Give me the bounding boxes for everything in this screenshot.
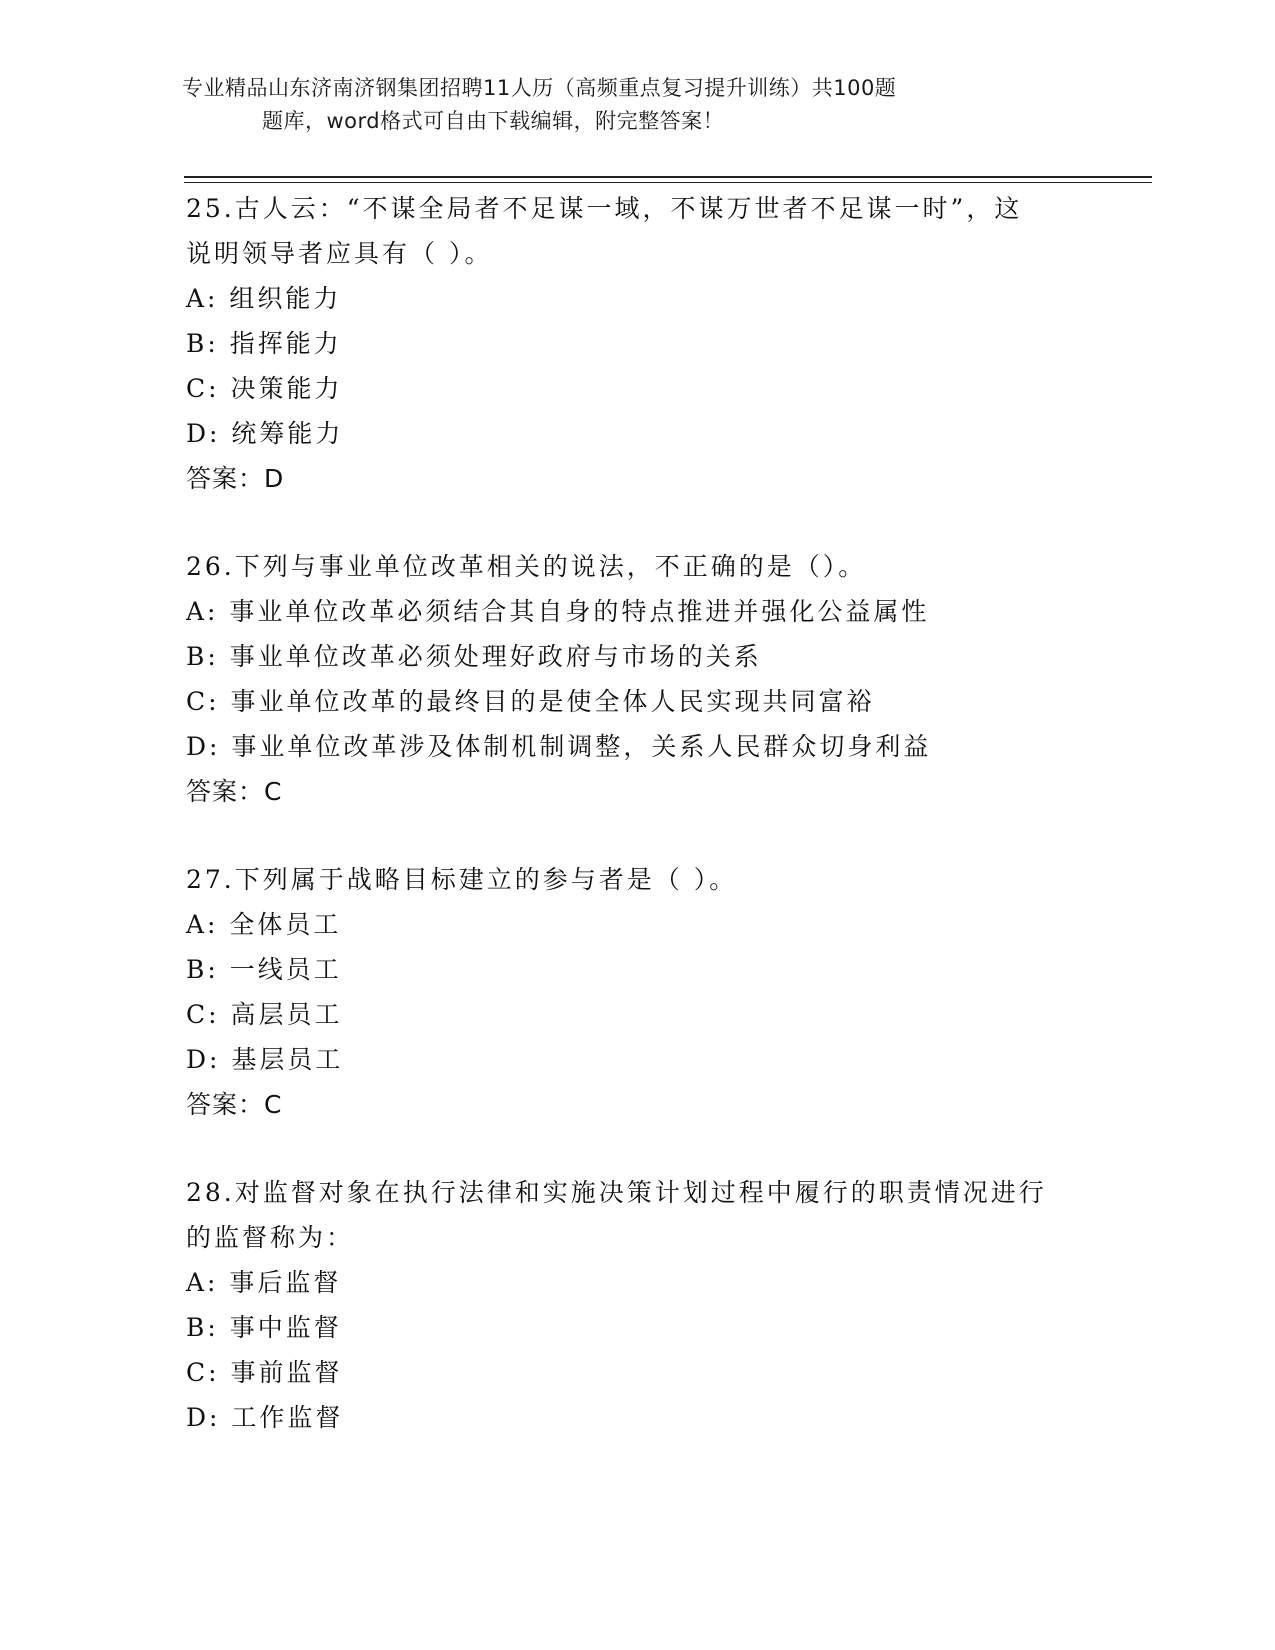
option-a: A: 全体员工 — [186, 910, 342, 939]
answer: 答案：D — [186, 464, 285, 493]
option-d: D: 统筹能力 — [186, 419, 344, 448]
header-rule-thin — [184, 182, 1152, 183]
question-28 — [186, 1170, 1086, 1440]
option-a: A: 组织能力 — [186, 284, 342, 313]
option-d: D: 基层员工 — [186, 1045, 344, 1074]
question-27 — [186, 857, 1086, 1128]
option-c: C: 事业单位改革的最终目的是使全体人民实现共同富裕 — [186, 687, 875, 716]
header-rule-thick — [184, 176, 1152, 178]
document-header — [182, 72, 1082, 138]
option-b: B: 事中监督 — [186, 1313, 342, 1342]
question-stem: 28.对监督对象在执行法律和实施决策计划过程中履行的职责情况进行 — [186, 1178, 1047, 1207]
option-d: D: 事业单位改革涉及体制机制调整，关系人民群众切身利益 — [186, 732, 932, 761]
option-c: C: 高层员工 — [186, 1000, 343, 1029]
question-stem: 的监督称为： — [186, 1223, 355, 1252]
question-stem: 说明领导者应具有（ ）。 — [186, 239, 493, 268]
option-c: C: 决策能力 — [186, 374, 343, 403]
option-b: B: 事业单位改革必须处理好政府与市场的关系 — [186, 642, 762, 671]
header-line-1: 专业精品山东济南济钢集团招聘11人历（高频重点复习提升训练）共100题 — [182, 76, 897, 100]
question-list — [186, 186, 1086, 1482]
option-b: B: 指挥能力 — [186, 329, 342, 358]
option-d: D: 工作监督 — [186, 1403, 344, 1432]
option-b: B: 一线员工 — [186, 955, 342, 984]
header-line-2: 题库，word格式可自由下载编辑，附完整答案！ — [262, 109, 725, 133]
answer: 答案：C — [186, 777, 283, 806]
option-a: A: 事后监督 — [186, 1268, 342, 1297]
answer: 答案：C — [186, 1090, 283, 1119]
question-25 — [186, 186, 1086, 502]
question-stem: 27.下列属于战略目标建立的参与者是（ ）。 — [186, 865, 738, 894]
question-26 — [186, 544, 1086, 815]
option-a: A: 事业单位改革必须结合其自身的特点推进并强化公益属性 — [186, 597, 930, 626]
question-stem: 26.下列与事业单位改革相关的说法，不正确的是（）。 — [186, 552, 867, 581]
question-stem: 25.古人云：“不谋全局者不足谋一域，不谋万世者不足谋一时”，这 — [186, 194, 1023, 223]
option-c: C: 事前监督 — [186, 1358, 343, 1387]
